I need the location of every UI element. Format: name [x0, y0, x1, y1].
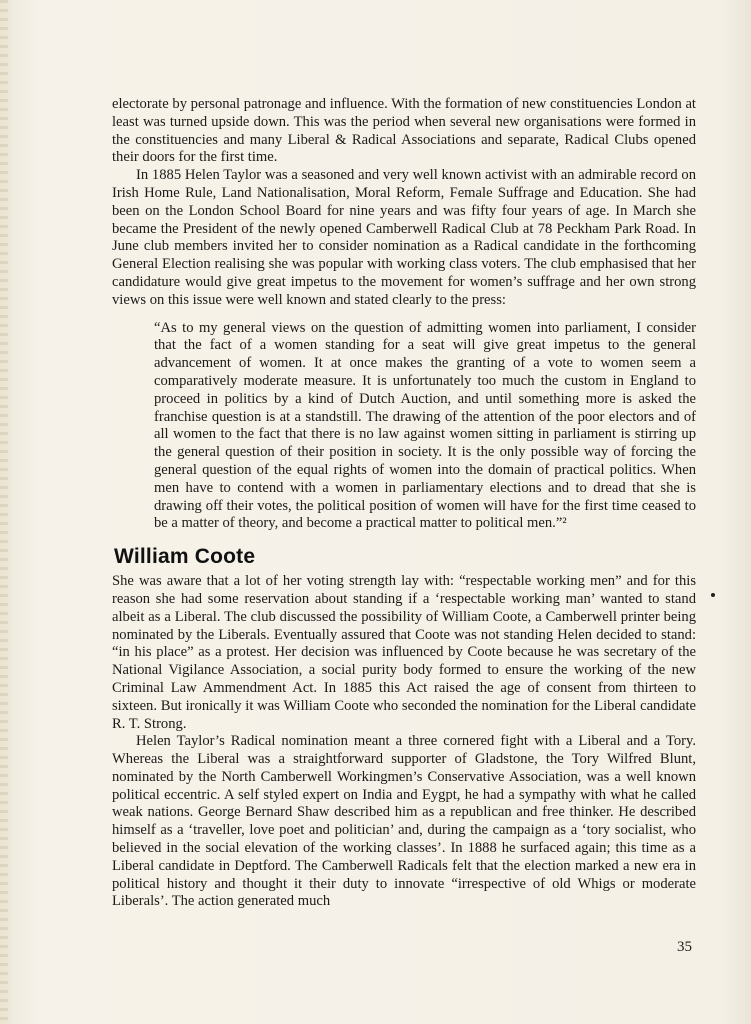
block-quote-helen-taylor: “As to my general views on the question of admitting women into parliament, I consider that the fact of a women standing for a seat will give great impetus to the general advancement of women. It at once makes the granting of a vote to women seem a comparatively moderate measure. It is unfortunately too much the custom in England to proceed in politics by a kind of Dutch Auction, and until something more is asked the franchise question is at a standstill. The drawing of the attention of the poor electors and of all women to the fact that there is no law against women sitting in parliament is stirring up the general question of their position in society. It is the only possible way of forcing the general question of the equal rights of women into the domain of practical politics. When men have to contend with a women in parliamentary elections and to dread that she is drawing off their votes, the political position of women will have for the first time ceased to be a matter of theory, and become a practical matter to political men.”²	[154, 319, 696, 532]
paragraph-voting-strength: She was aware that a lot of her voting strength lay with: “respectable working men” and for this reason she had some reservation about standing if a ‘respectable working man’ wanted to stand albeit as a Liberal. The club discussed the possibility of William Coote, a Camberwell printer being nominated by the Liberals. Eventually assured that Coote was not standing Helen decided to stand: “in his place” as a protest. Her decision was influenced by Coote because he was secretary of the National Vigilance Association, a social purity body formed to ensure the working of the new Criminal Law Ammendment Act. In 1885 this Act raised the age of consent from thirteen to sixteen. But ironically it was William Coote who seconded the nomination for the Liberal candidate R. T. Strong.	[112, 573, 696, 732]
paragraph-electorate: electorate by personal patronage and influence. With the formation of new constituencies London at least was turned upside down. This was the period when several new organisations were formed in the constituencies and many Liberal & Radical Associations and separate, Radical Clubs opened their doors for the first time.	[112, 96, 696, 166]
section-heading: William Coote	[114, 545, 256, 569]
page-binding-edge	[0, 0, 8, 1024]
paragraph-radical-nomination: Helen Taylor’s Radical nomination meant a three cornered fight with a Liberal and a Tory. Whereas the Liberal was a straightforward supporter of Gladstone, the Tory Wilfred Blunt, nominated by the North Camberwell Workingmen’s Conservative Association, was a well known political eccentric. A self styled expert on India and Eygpt, he had a sympathy with what he called weak nations. George Bernard Shaw described him as a republican and free thinker. He described himself as a ‘traveller, love poet and politician’ and, during the campaign as a ‘tory socialist, who believed in the social elevation of the working classes’. In 1888 he surfaced again; this time as a Liberal candidate in Deptford. The Camberwell Radicals felt that the election marked a new era in political history and thought it their duty to innovate “irrespective of old Whigs or moderate Liberals’. The action generated much	[112, 733, 696, 910]
page-number: 35	[677, 939, 692, 955]
page-body	[112, 96, 696, 911]
margin-mark	[711, 593, 715, 597]
paragraph-helen-taylor: In 1885 Helen Taylor was a seasoned and very well known activist with an admirable record on Irish Home Rule, Land Nationalisation, Moral Reform, Female Suffrage and Education. She had been on the London School Board for nine years and was fifty four years of age. In March she became the President of the newly opened Camberwell Radical Club at 78 Peckham Park Road. In June club members invited her to consider nomination as a Radical candidate in the forthcoming General Election realising she was popular with working class voters. The club emphasised that her candidature would give great impetus to the movement for women’s suffrage and her own strong views on this issue were well known and stated clearly to the press:	[112, 167, 696, 308]
